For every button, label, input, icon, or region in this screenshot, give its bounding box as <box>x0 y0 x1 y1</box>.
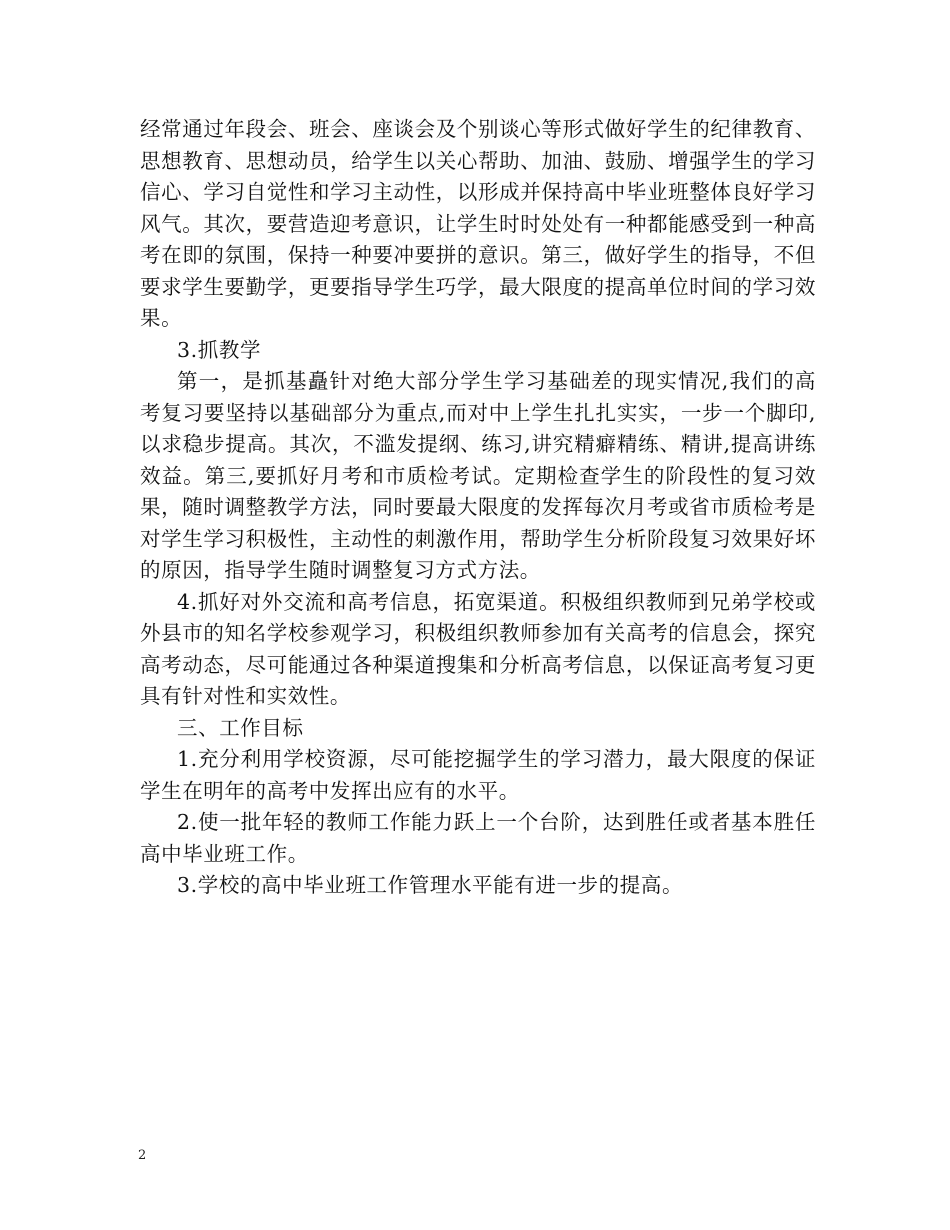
paragraph-teaching: 第一，是抓基矗针对绝大部分学生学习基础差的现实情况,我们的高考复习要坚持以基础部分为重点,而对中上学生扎扎实实，一步一个脚印,以求稳步提高。其次，不滥发提纲、练习,讲究精癖精练、精讲,提高讲练效益。第三,要抓好月考和市质检考试。定期检查学生的阶段性的复习效果，随时调整教学方法，同时要最大限度的发挥每次月考或省市质检考是对学生学习积极性，主动性的刺激作用，帮助学生分析阶段复习效果好坏的原因，指导学生随时调整复习方式方法。 <box>140 369 816 582</box>
document-body <box>140 114 816 902</box>
goal-item-3: 3.学校的高中毕业班工作管理水平能有进一步的提高。 <box>177 873 684 897</box>
goal-item-1: 1.充分利用学校资源，尽可能挖掘学生的学习潜力，最大限度的保证学生在明年的高考中发挥出应有的水平。 <box>140 747 816 803</box>
goal-item-2: 2.使一批年轻的教师工作能力跃上一个台阶，达到胜任或者基本胜任高中毕业班工作。 <box>140 810 816 866</box>
paragraph-exchange: 4.抓好对外交流和高考信息，拓宽渠道。积极组织教师到兄弟学校或外县市的知名学校参观学习，积极组织教师参加有关高考的信息会，探究高考动态，尽可能通过各种渠道搜集和分析高考信息，以保证高考复习更具有针对性和实效性。 <box>140 589 816 708</box>
page-number: 2 <box>138 1148 147 1163</box>
section-heading-goals: 三、工作目标 <box>177 715 304 740</box>
paragraph-continuation: 经常通过年段会、班会、座谈会及个别谈心等形式做好学生的纪律教育、思想教育、思想动员，给学生以关心帮助、加油、鼓励、增强学生的学习信心、学习自觉性和学习主动性，以形成并保持高中毕业班整体良好学习风气。其次，要营造迎考意识，让学生时时处处有一种都能感受到一种高考在即的氛围，保持一种要冲要拼的意识。第三，做好学生的指导，不但要求学生要勤学，更要指导学生巧学，最大限度的提高单位时间的学习效果。 <box>140 117 816 330</box>
section-heading-teaching: 3.抓教学 <box>177 337 262 362</box>
